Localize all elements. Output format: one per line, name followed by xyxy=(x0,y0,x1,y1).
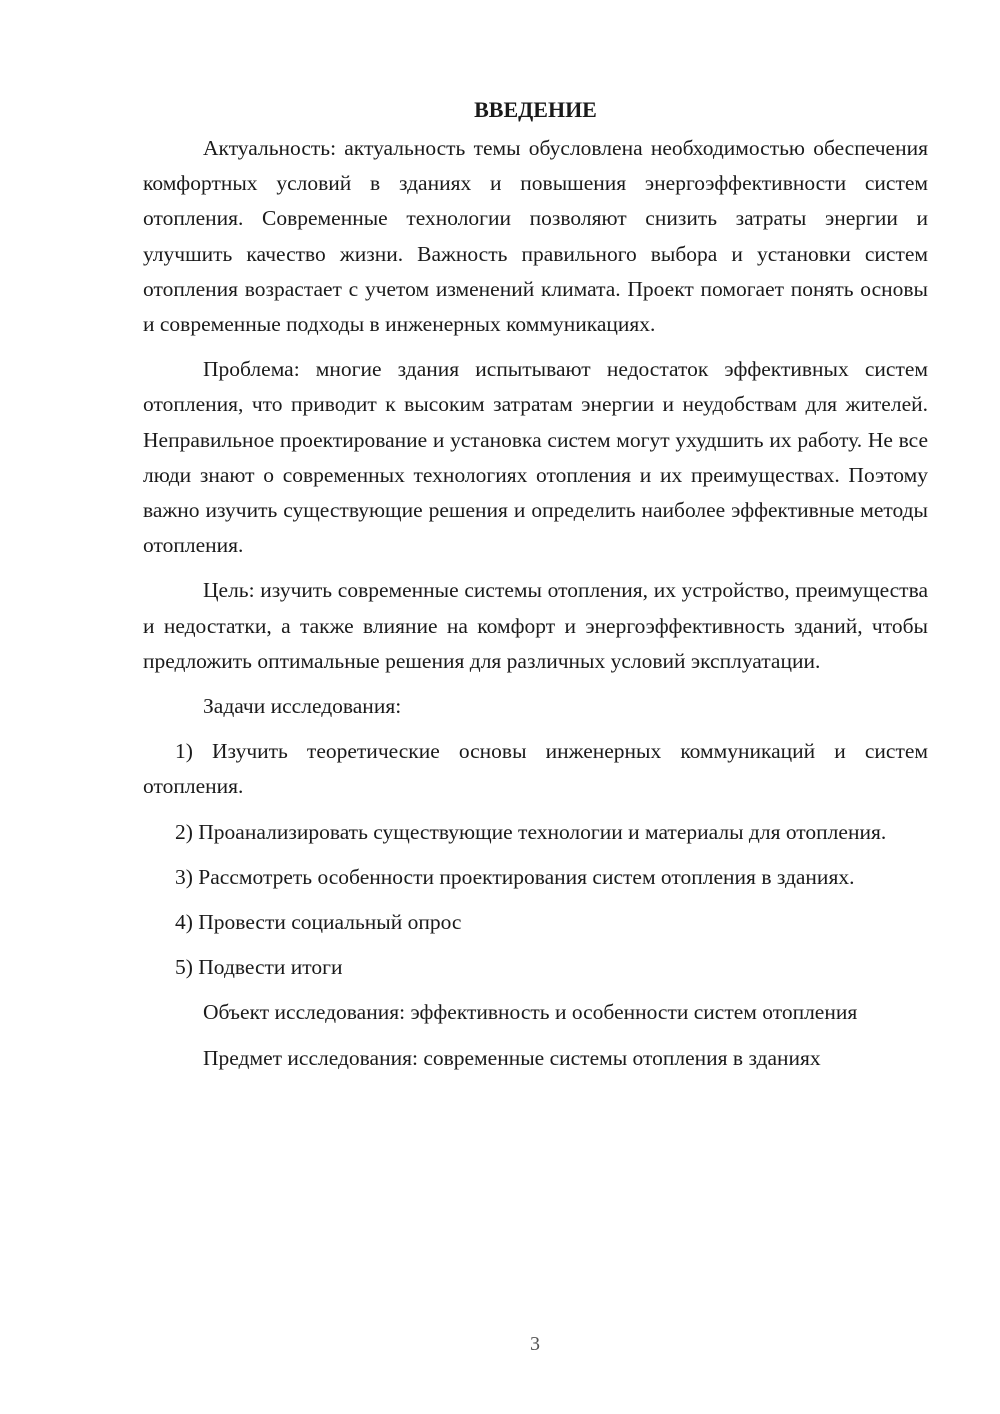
research-subject: Предмет исследования: современные системы отопления в зданиях xyxy=(203,1045,821,1070)
task-item: 3) Рассмотреть особенности проектирования систем отопления в зданиях. xyxy=(175,864,855,889)
research-object: Объект исследования: эффективность и особенности систем отопления xyxy=(203,1000,858,1025)
paragraph-relevance: Актуальность: актуальность темы обусловлена необходимостью обеспечения комфортных условий в зданиях и повышения энергоэффективности систем отопления. Современные технологии позволяют снизить затраты энергии и улучшить качество жизни. Важность правильного выбора и установки систем отопления возрастает с учетом изменений климата. Проект помогает понять основы и современные подходы в инженерных коммуникациях. xyxy=(143,136,928,337)
task-item: 4) Провести социальный опрос xyxy=(175,910,462,935)
tasks-heading: Задачи исследования: xyxy=(203,694,402,719)
paragraph-problem: Проблема: многие здания испытывают недостаток эффективных систем отопления, что приводит к высоким затратам энергии и неудобствам для жителей. Неправильное проектирование и установка систем могут ухудшить их работу. Не все люди знают о современных технологиях отопления и их преимуществах. Поэтому важно изучить существующие решения и определить наиболее эффективные методы отопления. xyxy=(143,357,928,558)
section-heading: ВВЕДЕНИЕ xyxy=(474,97,597,122)
document-page xyxy=(143,92,928,1086)
task-item: 1) Изучить теоретические основы инженерных коммуникаций и систем отопления. xyxy=(143,739,928,799)
task-item: 2) Проанализировать существующие технологии и материалы для отопления. xyxy=(175,819,887,844)
page-number: 3 xyxy=(530,1333,540,1355)
task-item: 5) Подвести итоги xyxy=(175,955,343,980)
paragraph-goal: Цель: изучить современные системы отопления, их устройство, преимущества и недостатки, а также влияние на комфорт и энергоэффективность зданий, чтобы предложить оптимальные решения для различных условий эксплуатации. xyxy=(143,578,928,673)
